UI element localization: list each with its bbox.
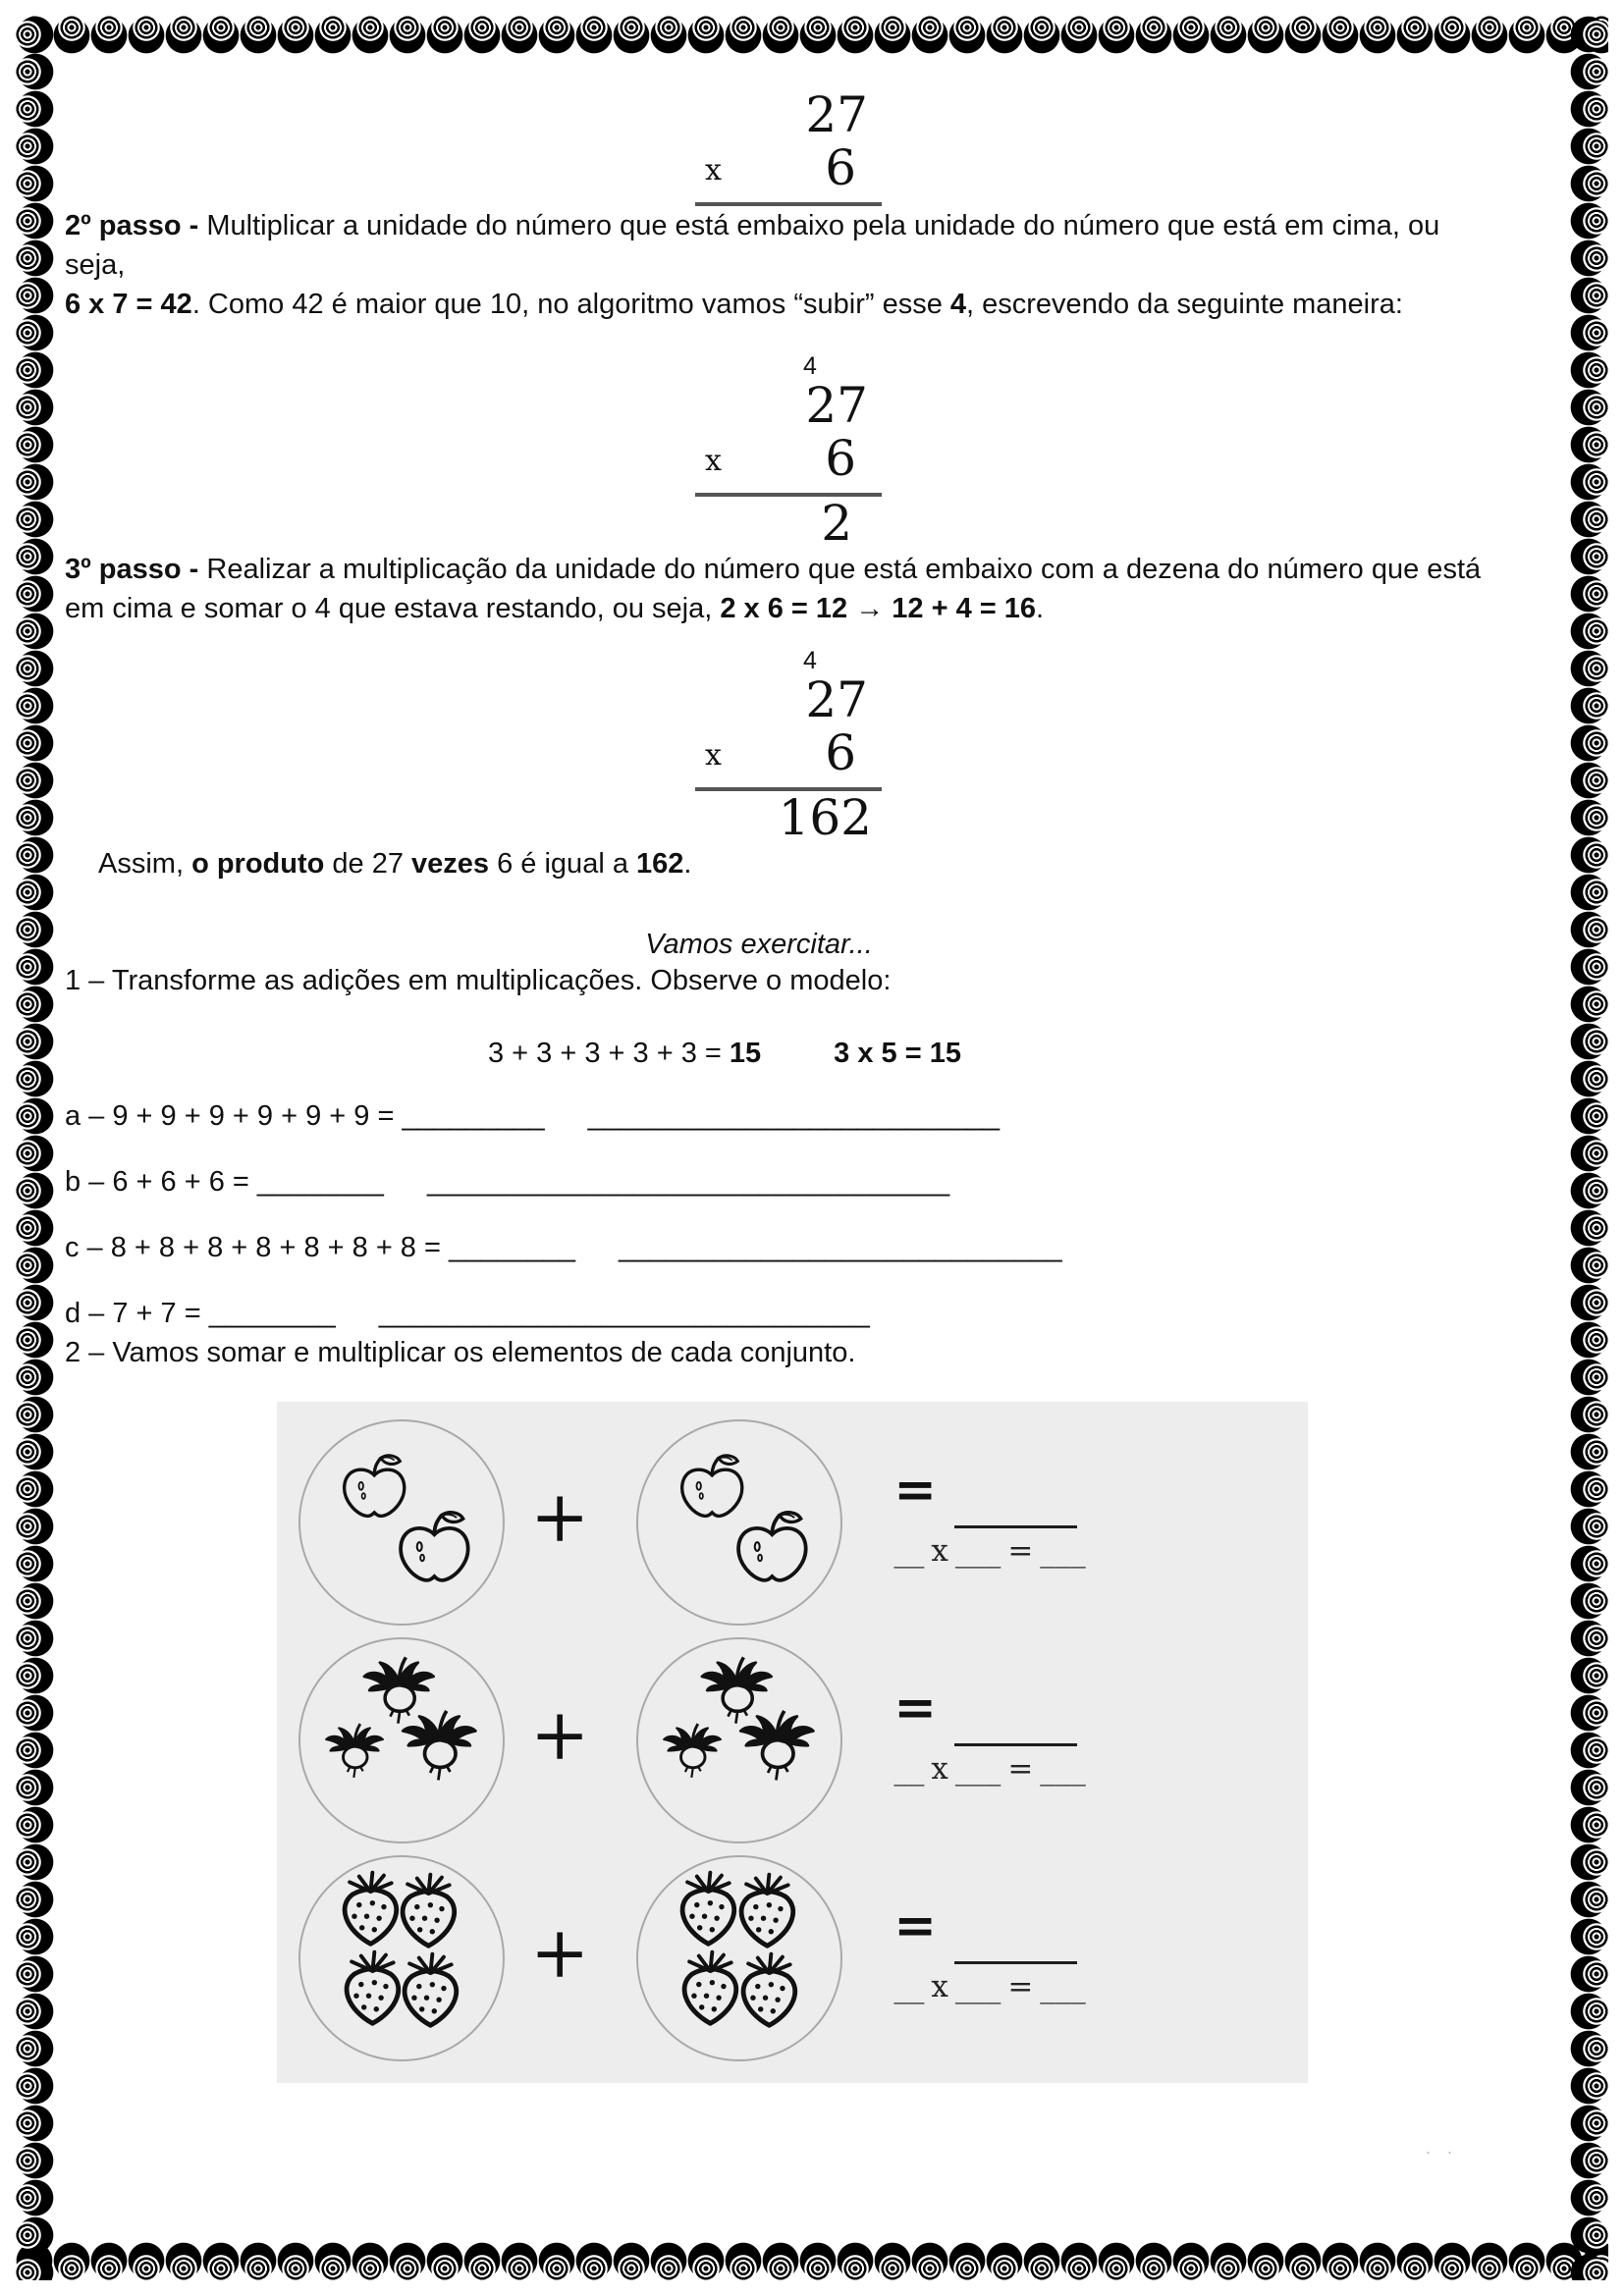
item-label: d – 7 + 7 = <box>65 1298 209 1329</box>
step2-text-a: Multiplicar a unidade do número que está embaixo pela unidade do número que está em cima, ou <box>206 210 1440 241</box>
set-answer-area <box>893 1460 1188 1569</box>
sum-blank-line[interactable] <box>954 1730 1077 1746</box>
apple-set-left <box>298 1419 505 1626</box>
item-label: b – 6 + 6 + 6 = <box>65 1166 257 1198</box>
sum-blank-line[interactable] <box>954 1948 1077 1964</box>
exercise1-model <box>0 1038 1473 1070</box>
times-operator: x <box>705 152 722 187</box>
multiplier: 6 <box>825 430 856 487</box>
step2-text-b: seja, <box>65 249 126 281</box>
beet-icon <box>657 1714 728 1785</box>
multiplication-blank-line[interactable]: __ x ___ = ___ <box>893 1751 1086 1787</box>
exercise1-item-b <box>65 1162 1561 1201</box>
step2-text-f: , escrevendo da seguinte maneira: <box>966 289 1403 320</box>
decorative-border-top <box>16 16 1608 55</box>
model-addition: 3 + 3 + 3 + 3 + 3 = <box>488 1038 730 1069</box>
multiplier: 6 <box>825 724 856 781</box>
multiplication-block-3 <box>695 647 882 846</box>
equals-sign: = <box>893 1678 937 1737</box>
conclusion-c: de 27 <box>324 848 412 880</box>
conclusion-g: . <box>683 848 692 880</box>
multiplicand: 27 <box>805 671 868 728</box>
exercise1-item-a <box>65 1096 1561 1136</box>
beet-set-left <box>298 1637 505 1843</box>
strawberry-icon <box>722 1945 817 2040</box>
decorative-border-bottom <box>16 2241 1608 2280</box>
item-label: c – 8 + 8 + 8 + 8 + 8 + 8 + 8 = <box>65 1232 449 1263</box>
decorative-border-right <box>1569 16 1608 2280</box>
scan-artifact-mark: . . <box>1426 2138 1459 2158</box>
beet-icon <box>319 1714 390 1785</box>
answer-blank-multiplication[interactable]: ________ <box>208 1298 336 1329</box>
item-label: a – 9 + 9 + 9 + 9 + 9 + 9 = <box>65 1100 403 1132</box>
answer-blank-result[interactable]: __________________________ <box>587 1100 1000 1132</box>
apple-icon <box>388 1504 481 1597</box>
beet-set-right <box>636 1637 842 1843</box>
multiplication-block-1 <box>695 88 882 206</box>
strawberry-set-right <box>636 1855 842 2061</box>
set-row-strawberries <box>277 1851 1308 2065</box>
step2-label: 2º passo - <box>65 210 207 241</box>
answer-blank-result[interactable]: _________________________________ <box>426 1166 950 1198</box>
multiplicand: 27 <box>805 377 868 434</box>
sum-blank-line[interactable] <box>954 1512 1077 1528</box>
answer-blank-multiplication[interactable]: ________ <box>449 1232 576 1263</box>
set-row-apples <box>277 1415 1308 1629</box>
partial-result: 2 <box>821 495 852 552</box>
multiplicand: 27 <box>805 86 868 143</box>
final-result: 162 <box>778 789 872 846</box>
conclusion-sentence <box>65 844 1561 883</box>
model-multiplication: 3 x 5 = 15 <box>834 1038 961 1069</box>
set-answer-area <box>893 1896 1188 2004</box>
plus-sign: + <box>530 1911 590 1994</box>
exercise2-title: 2 – Vamos somar e multiplicar os elementos de cada conjunto. <box>65 1337 856 1368</box>
conclusion-f: 162 <box>636 848 684 880</box>
beet-icon <box>394 1698 485 1789</box>
carry-digit: 4 <box>803 647 817 674</box>
step2-paragraph <box>65 206 1561 324</box>
apple-set-right <box>636 1419 842 1626</box>
conclusion-b: o produto <box>191 848 325 880</box>
conclusion-d: vezes <box>411 848 490 880</box>
times-operator: x <box>705 737 722 773</box>
set-answer-area <box>893 1678 1188 1787</box>
conclusion-e: 6 é igual a <box>489 848 637 880</box>
multiplier: 6 <box>825 139 856 196</box>
answer-blank-result[interactable]: _______________________________ <box>378 1298 870 1329</box>
step3-paragraph <box>65 550 1561 628</box>
multiplication-blank-line[interactable]: __ x ___ = ___ <box>893 1533 1086 1569</box>
decorative-border-left <box>16 16 55 2280</box>
model-sum: 15 <box>729 1038 762 1069</box>
worksheet-page <box>65 61 1561 2083</box>
exercise1-item-c <box>65 1228 1561 1267</box>
step3-text-a: Realizar a multiplicação da unidade do número que está embaixo com a dezena do número que está <box>206 554 1482 585</box>
step3-equation: 2 x 6 = 12 → 12 + 4 = 16 <box>720 593 1037 624</box>
beet-icon <box>731 1698 823 1789</box>
step3-label: 3º passo - <box>65 554 207 585</box>
equals-sign: = <box>893 1460 937 1520</box>
plus-sign: + <box>530 1475 590 1558</box>
exercise-heading: Vamos exercitar... <box>645 929 873 960</box>
equals-sign: = <box>893 1896 937 1955</box>
exercise1-title: 1 – Transforme as adições em multiplicações. Observe o modelo: <box>65 965 892 996</box>
set-row-beets <box>277 1633 1308 1847</box>
step3-text-d: . <box>1036 593 1045 624</box>
strawberry-icon <box>383 1945 478 2040</box>
plus-sign: + <box>530 1693 590 1776</box>
answer-blank-multiplication[interactable]: _________ <box>402 1100 545 1132</box>
answer-blank-multiplication[interactable]: ________ <box>256 1166 384 1198</box>
equals-rule <box>695 202 882 206</box>
step2-equation: 6 x 7 = 42 <box>65 289 192 320</box>
carry-digit: 4 <box>803 352 817 380</box>
exercise1-item-d <box>65 1294 1561 1333</box>
multiplication-blank-line[interactable]: __ x ___ = ___ <box>893 1969 1086 2004</box>
step2-text-d: . Como 42 é maior que 10, no algoritmo vamos “subir” esse <box>191 289 950 320</box>
strawberry-set-left <box>298 1855 505 2061</box>
multiplication-block-2 <box>695 352 882 552</box>
times-operator: x <box>705 443 722 478</box>
apple-icon <box>726 1504 819 1597</box>
step3-text-b: em cima e somar o 4 que estava restando, ou seja, <box>65 593 721 624</box>
answer-blank-result[interactable]: ____________________________ <box>619 1232 1062 1263</box>
conclusion-a: Assim, <box>98 848 192 880</box>
step2-carry-digit: 4 <box>949 289 967 320</box>
exercise2-image-block <box>277 1402 1308 2083</box>
